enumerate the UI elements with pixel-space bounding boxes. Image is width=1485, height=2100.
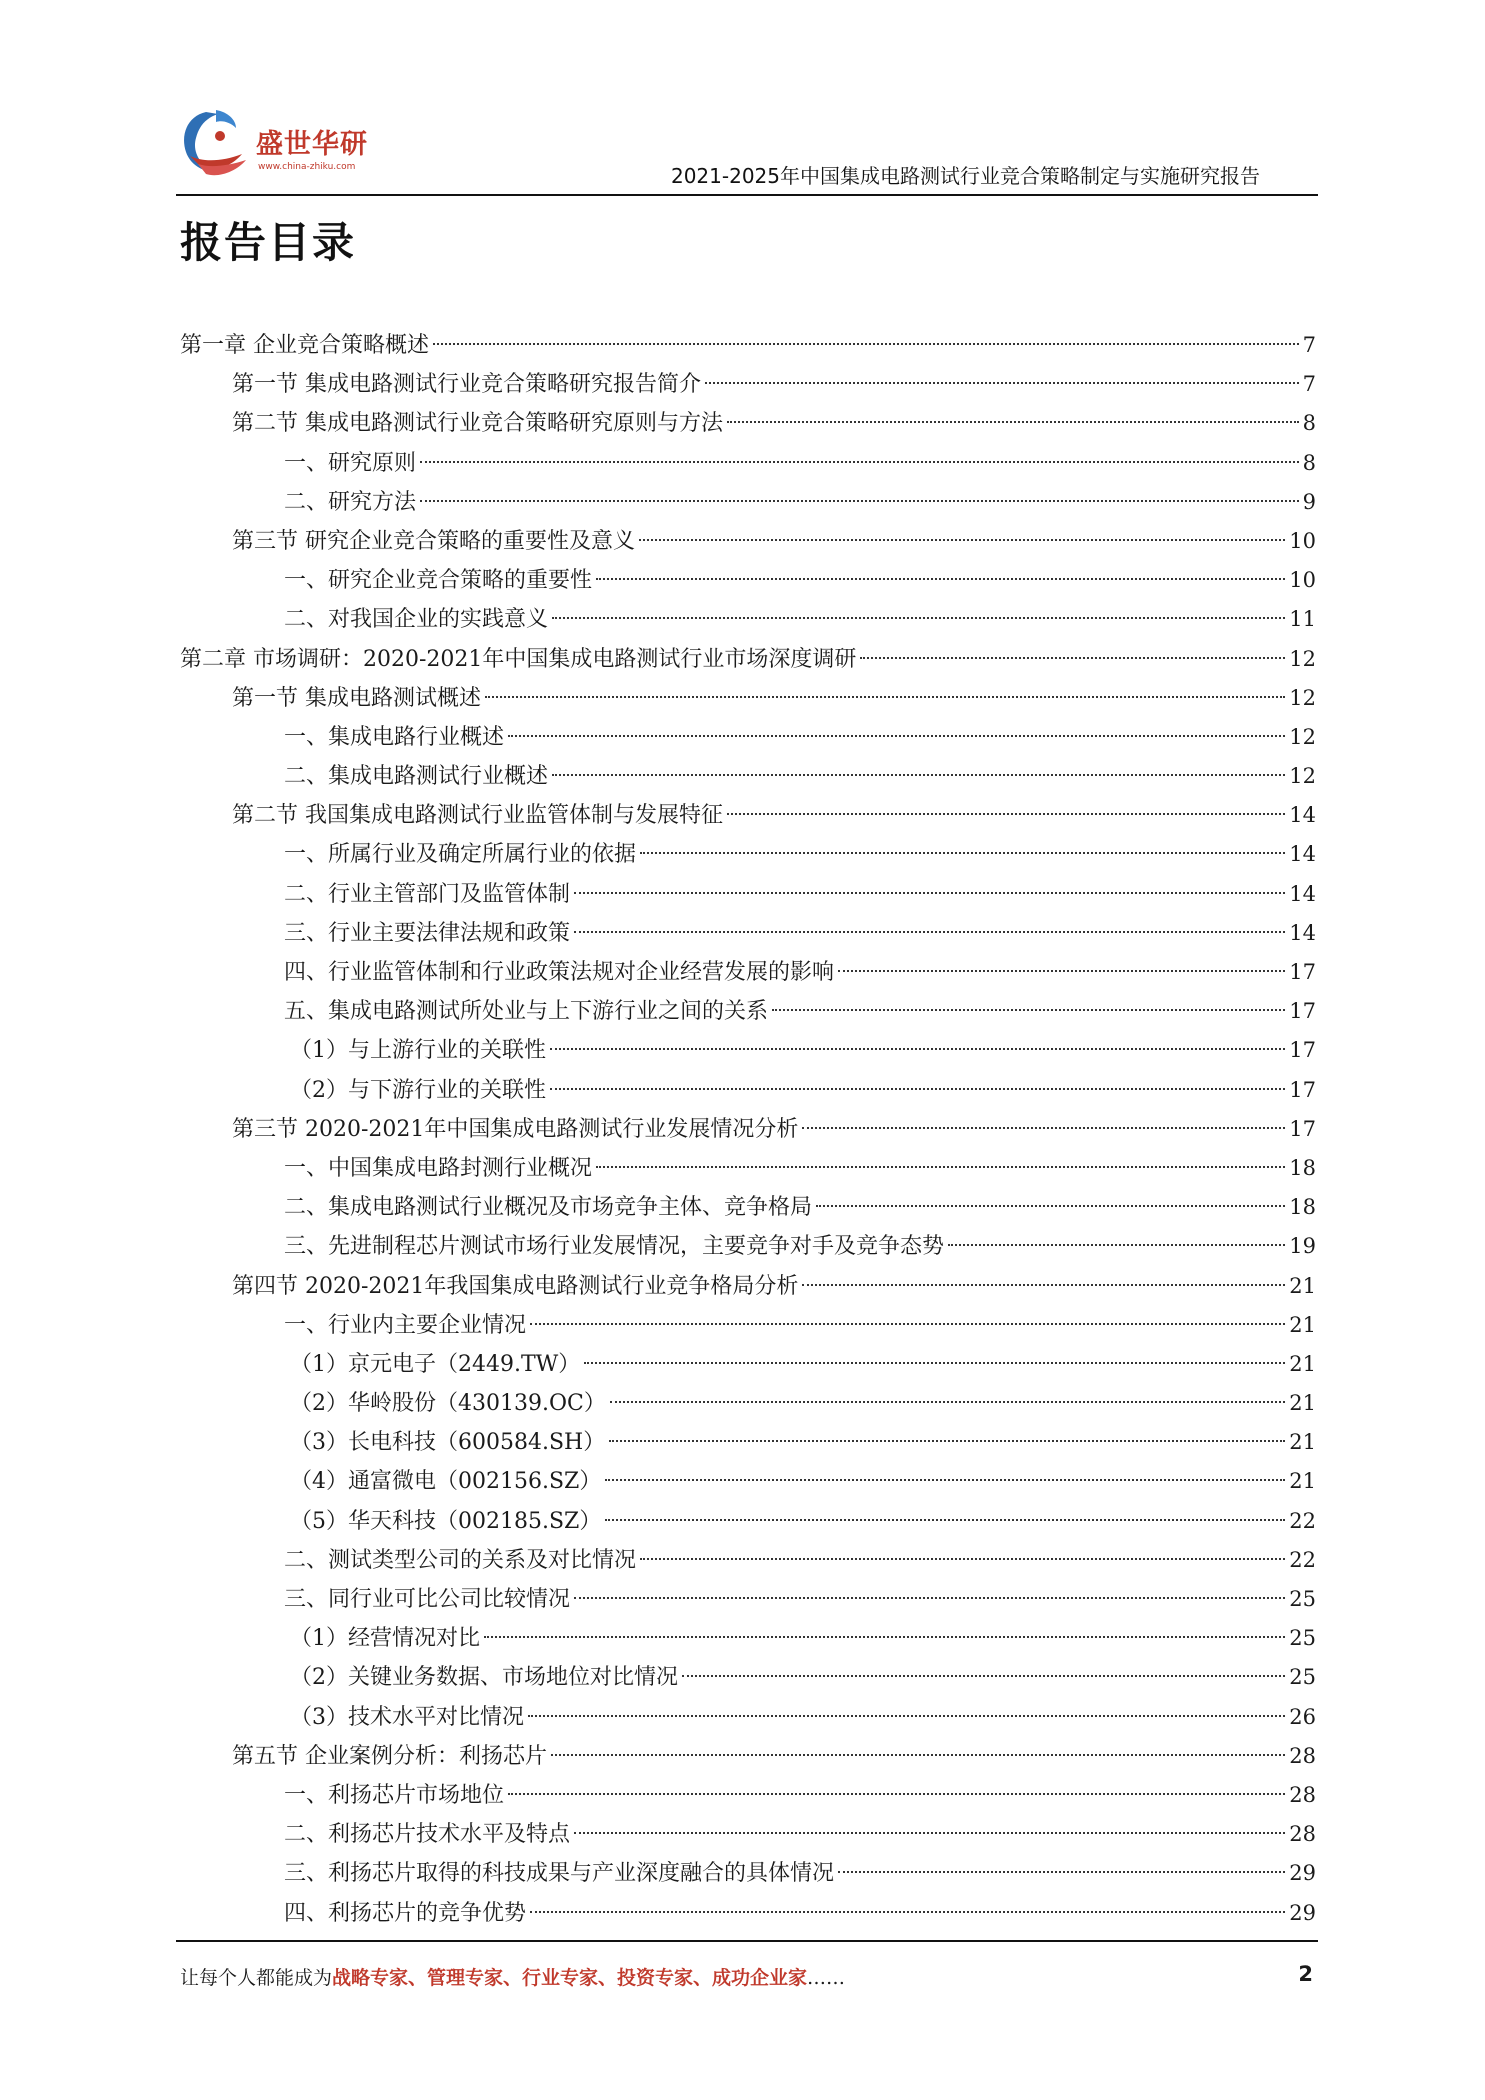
footer-slogan [180,1963,845,1990]
toc-entry-title: 二、利扬芯片技术水平及特点 [284,1822,571,1848]
toc-leader-dots [530,1911,1285,1913]
toc-entry[interactable] [180,914,1316,953]
toc-leader-dots [574,931,1285,933]
toc-entry[interactable] [180,1110,1316,1149]
toc-leader-dots [705,382,1299,384]
toc-entry-title: 四、利扬芯片的竞争优势 [284,1900,527,1926]
toc-leader-dots [574,892,1285,894]
toc-entry-page: 12 [1289,724,1316,749]
toc-entry-title: 第一章 企业竞合策略概述 [180,333,429,358]
toc-leader-dots [484,1636,1285,1638]
toc-entry[interactable] [180,1658,1316,1697]
toc-leader-dots [528,1715,1285,1717]
toc-entry-page: 18 [1289,1195,1316,1220]
toc-entry-title: 第一节 集成电路测试行业竞合策略研究报告简介 [232,372,701,398]
logo-name: 盛世华研 [256,129,368,160]
toc-entry[interactable] [180,483,1316,522]
toc-entry[interactable] [180,1894,1316,1933]
toc-leader-dots [574,1832,1285,1834]
toc-leader-dots [838,970,1285,972]
toc-entry-title: 三、先进制程芯片测试市场行业发展情况，主要竞争对手及竞争态势 [284,1234,945,1260]
toc-entry-page: 7 [1302,372,1316,397]
toc-leader-dots [574,1597,1285,1599]
toc-entry[interactable] [180,718,1316,757]
toc-entry-title: 第一节 集成电路测试概述 [232,685,481,711]
toc-entry[interactable] [180,1502,1316,1541]
logo-url: www.china-zhiku.com [258,162,356,172]
toc-entry[interactable] [180,1384,1316,1423]
toc-entry-title: 五、集成电路测试所处业与上下游行业之间的关系 [284,999,769,1025]
toc-leader-dots [682,1675,1285,1677]
toc-entry[interactable] [180,640,1316,679]
toc-entry[interactable] [180,953,1316,992]
toc-entry-page: 28 [1289,1822,1316,1847]
toc-entry-title: 一、行业内主要企业情况 [284,1312,527,1338]
toc-leader-dots [550,1088,1285,1090]
toc-leader-dots [596,1166,1285,1168]
toc-entry-title: 二、对我国企业的实践意义 [284,607,549,633]
toc-leader-dots [433,343,1299,345]
toc-leader-dots [838,1871,1285,1873]
toc-entry-title: （2）与下游行业的关联性 [290,1077,546,1103]
toc-entry-page: 17 [1289,1038,1316,1063]
toc-entry-page: 28 [1289,1743,1316,1768]
toc-leader-dots [420,500,1299,502]
toc-entry-page: 21 [1289,1469,1316,1494]
toc-entry-title: 第三节 研究企业竞合策略的重要性及意义 [232,528,635,554]
toc-leader-dots [605,1479,1285,1481]
toc-entry-page: 28 [1289,1782,1316,1807]
toc-entry-title: 第二章 市场调研：2020-2021年中国集成电路测试行业市场深度调研 [180,646,857,672]
toc-entry-page: 12 [1289,685,1316,710]
toc-entry-title: 二、行业主管部门及监管体制 [284,881,571,907]
toc-entry-title: 第四节 2020-2021年我国集成电路测试行业竞争格局分析 [232,1273,799,1299]
toc-leader-dots [727,421,1299,423]
toc-entry-title: 二、集成电路测试行业概况及市场竞争主体、竞争格局 [284,1195,813,1221]
page-header [176,100,1318,200]
toc-entry-page: 17 [1289,960,1316,984]
toc-entry-title: （3）技术水平对比情况 [290,1704,524,1730]
toc-leader-dots [552,617,1285,619]
toc-entry[interactable] [180,561,1316,600]
toc-entry[interactable] [180,404,1316,443]
toc-leader-dots [772,1009,1285,1011]
toc-entry-title: （4）通富微电（002156.SZ） [290,1469,602,1495]
toc-leader-dots [640,1558,1285,1560]
toc-entry-title: 三、利扬芯片取得的科技成果与产业深度融合的具体情况 [284,1861,835,1887]
toc-entry-title: （1）与上游行业的关联性 [290,1038,546,1064]
toc-entry-title: 一、中国集成电路封测行业概况 [284,1155,593,1181]
footer-slogan-suffix: …… [807,1967,846,1989]
toc-leader-dots [802,1284,1285,1286]
toc-entry-page: 18 [1289,1155,1316,1180]
toc-entry[interactable] [180,1345,1316,1384]
toc-entry-title: 三、同行业可比公司比较情况 [284,1587,571,1612]
toc-entry-page: 17 [1289,1077,1316,1102]
toc-leader-dots [552,774,1285,776]
toc-leader-dots [816,1205,1285,1207]
logo-icon [176,106,254,182]
toc-entry[interactable] [180,1423,1316,1462]
toc-entry-title: 第五节 企业案例分析：利扬芯片 [232,1743,547,1769]
toc-entry[interactable] [180,1815,1316,1854]
toc-entry[interactable] [180,679,1316,718]
toc-entry[interactable] [180,444,1316,483]
toc-leader-dots [727,813,1285,815]
toc-entry[interactable] [180,835,1316,874]
toc-entry-title: （5）华天科技（002185.SZ） [290,1508,602,1534]
toc-entry-title: （1）经营情况对比 [290,1626,480,1652]
toc-entry-title: 二、研究方法 [284,489,417,515]
toc-entry-page: 11 [1289,607,1316,632]
toc-entry-page: 8 [1302,411,1316,436]
toc-entry[interactable] [180,600,1316,639]
footer-divider [176,1940,1318,1942]
toc-leader-dots [605,1519,1285,1521]
toc-entry[interactable] [180,1149,1316,1188]
toc-entry[interactable] [180,992,1316,1031]
toc-entry-title: 一、研究原则 [284,450,417,476]
toc-entry[interactable] [180,1462,1316,1501]
toc-entry-page: 25 [1289,1665,1316,1690]
toc-entry[interactable] [180,522,1316,561]
toc-entry-title: （2）关键业务数据、市场地位对比情况 [290,1665,678,1691]
table-of-contents [180,326,1316,1933]
toc-entry-page: 14 [1289,842,1316,867]
toc-entry-page: 17 [1289,999,1316,1024]
toc-entry[interactable] [180,1306,1316,1345]
toc-leader-dots [860,657,1285,659]
toc-entry-title: （3）长电科技（600584.SH） [290,1430,606,1456]
toc-leader-dots [640,852,1285,854]
toc-leader-dots [508,1793,1285,1795]
page-number: 2 [1298,1962,1313,1986]
toc-entry[interactable] [180,1776,1316,1815]
toc-entry[interactable] [180,1227,1316,1266]
toc-entry-title: 第二节 我国集成电路测试行业监管体制与发展特征 [232,803,723,829]
toc-entry-page: 29 [1289,1900,1316,1925]
toc-entry[interactable] [180,796,1316,835]
toc-entry-title: 一、集成电路行业概述 [284,724,505,750]
toc-entry-page: 9 [1302,489,1316,514]
toc-entry[interactable] [180,365,1316,404]
toc-entry-page: 10 [1289,568,1316,593]
toc-leader-dots [584,1362,1285,1364]
toc-leader-dots [485,696,1285,698]
toc-entry-title: （2）华岭股份（430139.OC） [290,1391,606,1417]
footer-slogan-highlight: 战略专家、管理专家、行业专家、投资专家、成功企业家 [332,1967,808,1989]
toc-entry-page: 25 [1289,1587,1316,1611]
toc-entry[interactable] [180,1188,1316,1227]
toc-entry-page: 22 [1289,1547,1316,1572]
toc-entry-page: 12 [1289,764,1316,789]
toc-entry[interactable] [180,757,1316,796]
toc-entry-title: 第二节 集成电路测试行业竞合策略研究原则与方法 [232,411,723,437]
toc-entry[interactable] [180,875,1316,914]
toc-entry-page: 12 [1289,646,1316,671]
footer-slogan-prefix: 让每个人都能成为 [180,1967,333,1989]
toc-leader-dots [420,461,1299,463]
toc-leader-dots [508,735,1285,737]
toc-entry-title: （1）京元电子（2449.TW） [290,1351,581,1377]
toc-entry-page: 14 [1289,920,1316,945]
toc-entry-page: 21 [1289,1391,1316,1416]
toc-entry-page: 14 [1289,803,1316,828]
toc-entry-page: 8 [1302,450,1316,475]
report-title: 2021-2025年中国集成电路测试行业竞合策略制定与实施研究报告 [670,164,1260,188]
toc-entry-page: 21 [1289,1351,1316,1376]
toc-entry-title: 四、行业监管体制和行业政策法规对企业经营发展的影响 [284,960,835,985]
toc-entry[interactable] [180,1854,1316,1893]
company-logo [176,106,396,182]
toc-leader-dots [596,578,1285,580]
toc-leader-dots [551,1754,1285,1756]
toc-entry-page: 14 [1289,881,1316,906]
toc-entry-title: 二、集成电路测试行业概述 [284,764,549,790]
toc-entry-page: 19 [1289,1234,1316,1259]
toc-entry-title: 一、研究企业竞合策略的重要性 [284,568,593,594]
toc-entry-page: 17 [1289,1116,1316,1141]
header-divider [176,194,1318,196]
toc-entry-page: 26 [1289,1704,1316,1729]
toc-entry-title: 二、测试类型公司的关系及对比情况 [284,1547,637,1573]
toc-leader-dots [610,1401,1285,1403]
toc-leader-dots [802,1127,1285,1129]
toc-entry[interactable] [180,1580,1316,1619]
toc-leader-dots [530,1323,1285,1325]
toc-leader-dots [639,539,1285,541]
toc-entry[interactable] [180,1031,1316,1070]
toc-entry-page: 21 [1289,1273,1316,1298]
page-title: 报告目录 [180,218,357,267]
toc-entry-page: 21 [1289,1430,1316,1455]
toc-entry-title: 第三节 2020-2021年中国集成电路测试行业发展情况分析 [232,1116,799,1142]
toc-entry-page: 21 [1289,1312,1316,1337]
toc-entry-title: 三、行业主要法律法规和政策 [284,920,571,946]
toc-entry-title: 一、所属行业及确定所属行业的依据 [284,842,637,868]
toc-entry-page: 22 [1289,1508,1316,1533]
toc-entry-page: 29 [1289,1861,1316,1886]
toc-entry[interactable] [180,326,1316,365]
toc-entry-page: 10 [1289,528,1316,553]
toc-leader-dots [550,1048,1285,1050]
toc-entry[interactable] [180,1071,1316,1110]
toc-entry[interactable] [180,1737,1316,1776]
toc-leader-dots [609,1440,1285,1442]
toc-entry-page: 25 [1289,1626,1316,1651]
toc-entry[interactable] [180,1267,1316,1306]
toc-entry-title: 一、利扬芯片市场地位 [284,1782,505,1808]
toc-entry[interactable] [180,1541,1316,1580]
toc-entry[interactable] [180,1619,1316,1658]
toc-entry-page: 7 [1302,333,1316,357]
toc-entry[interactable] [180,1698,1316,1737]
toc-leader-dots [948,1244,1285,1246]
